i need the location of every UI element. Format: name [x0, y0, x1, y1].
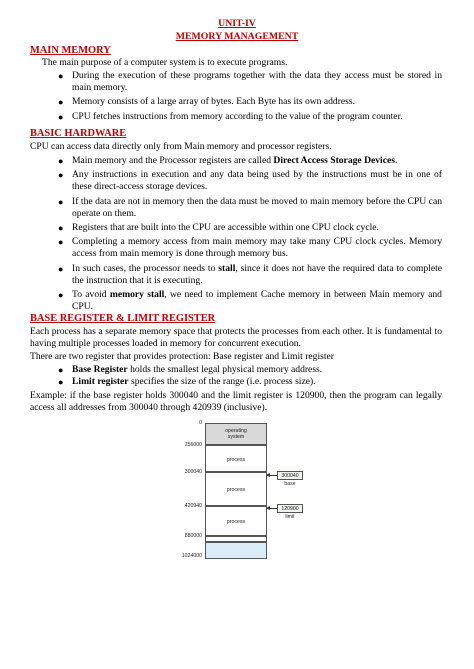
base-arrow-icon: [267, 475, 277, 476]
bullet-icon: ●: [58, 170, 64, 181]
bullet-icon: ●: [58, 223, 64, 234]
list-item: ● Memory consists of a large array of bytes. Each Byte has its own address.: [58, 96, 356, 108]
list-item: ● Base Register holds the smallest legal physical memory address.: [58, 364, 323, 375]
process-segment-3: [205, 506, 267, 536]
base-register-box: 300040: [277, 471, 303, 480]
bullet-icon: ●: [58, 377, 64, 388]
base-limit-para-1: Each process has a separate memory space that protects the processes from each other. It is fundamental to having multiple processes loaded in memory for concurrent execution.: [30, 326, 442, 350]
list-item: ● Main memory and the Processor registers are called Direct Access Storage Devices.: [58, 155, 398, 166]
base-register-label: base: [284, 481, 296, 487]
address-label: 880000: [184, 533, 202, 539]
list-item: ● Registers that are built into the CPU are accessible within one CPU clock cycle.: [58, 222, 379, 234]
process-label: process: [226, 457, 246, 463]
bullet-icon: ●: [58, 365, 64, 375]
chapter-title: MEMORY MANAGEMENT: [175, 31, 299, 42]
os-segment: [205, 423, 267, 445]
address-label: 256000: [184, 442, 202, 448]
base-limit-bullets: [0, 364, 474, 388]
basic-hardware-heading: BASIC HARDWARE: [30, 128, 127, 139]
unit-title: UNIT-IV: [218, 18, 256, 29]
list-item: ● During the execution of these programs together with the data they access must be stored in main memory.: [58, 70, 442, 94]
base-limit-heading: BASE REGISTER & LIMIT REGISTER: [30, 313, 216, 324]
basic-hardware-bullets: [0, 155, 474, 315]
address-label: 420940: [184, 503, 202, 509]
bullet-icon: ●: [58, 263, 64, 274]
list-item: ● CPU fetches instructions from memory according to the value of the program counter.: [58, 110, 403, 122]
memory-layout-diagram: [168, 418, 308, 563]
bullet-icon: ●: [58, 290, 64, 301]
limit-register-label: limit: [285, 514, 295, 520]
base-limit-para-2: There are two register that provides protection: Base register and Limit register: [30, 351, 334, 362]
main-memory-bullets: [0, 70, 474, 125]
list-item: ● To avoid memory stall, we need to implement Cache memory in between Main memory and CPU.: [58, 289, 442, 313]
os-label-line-2: system: [227, 434, 245, 440]
address-label: 1024000: [181, 553, 202, 559]
list-item: ● In such cases, the processor needs to stall, since it does not have the required data to complete the instruction that it is executing.: [58, 262, 443, 286]
free-segment: [205, 542, 267, 559]
address-label: 300040: [184, 469, 202, 475]
limit-register-box: 120900: [277, 504, 303, 513]
bullet-icon: ●: [58, 111, 64, 122]
bullet-icon: ●: [58, 97, 64, 108]
list-item: ● Limit register specifies the size of the range (i.e. process size).: [58, 376, 316, 388]
bullet-icon: ●: [58, 156, 64, 166]
os-label-line-1: operating: [225, 428, 247, 434]
list-item: ● Any instructions in execution and any data being used by the instructions must be in one of these direct-access storage devices.: [58, 169, 442, 193]
process-label: process: [226, 487, 246, 493]
bullet-icon: ●: [58, 196, 64, 207]
limit-arrow-icon: [267, 508, 277, 509]
main-memory-heading: MAIN MEMORY: [30, 45, 111, 56]
basic-hardware-intro: CPU can access data directly only from Main memory and processor registers.: [30, 141, 332, 152]
list-item: ● If the data are not in memory then the data must be moved to main memory before the CPU can operate on them.: [58, 195, 442, 219]
base-limit-example: Example: if the base register holds 300040 and the limit register is 120900, then the program can legally access all addresses from 300040 through 420939 (inclusive).: [30, 390, 442, 414]
list-item: ● Completing a memory access from main memory may take many CPU clock cycles. Memory access from main memory is done through memory bus.: [58, 236, 442, 260]
bullet-icon: ●: [58, 71, 64, 81]
bullet-icon: ●: [58, 237, 64, 248]
main-memory-intro: The main purpose of a computer system is to execute programs.: [42, 57, 288, 68]
process-segment-2: [205, 472, 267, 506]
address-label: 0: [199, 420, 202, 426]
process-label: process: [226, 519, 246, 525]
process-segment-1: [205, 445, 267, 472]
